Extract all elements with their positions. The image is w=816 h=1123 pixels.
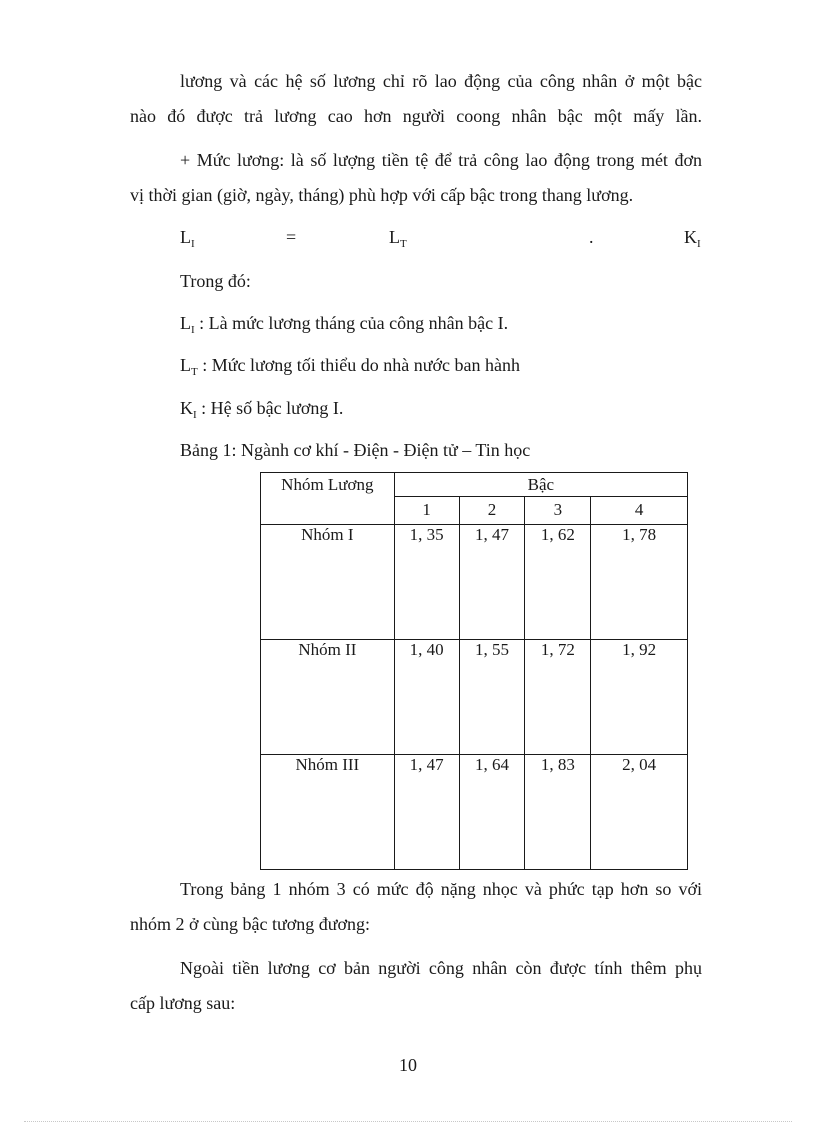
table-cell: 1, 72 xyxy=(525,640,591,755)
table-row xyxy=(261,525,688,640)
legend-intro: Trong đó: xyxy=(180,271,251,291)
table-cell: 1, 64 xyxy=(459,755,525,870)
level-column-header: Bậc xyxy=(394,473,687,497)
table-cell: 1, 62 xyxy=(525,525,591,640)
group-column-header: Nhóm Lương xyxy=(261,473,395,525)
formula-base: $L_T$ xyxy=(389,227,407,250)
table-row xyxy=(261,640,688,755)
table-cell: 1, 47 xyxy=(459,525,525,640)
table-cell: 2, 04 xyxy=(591,755,688,870)
formula-coef: $K_I$ xyxy=(684,227,701,250)
legend-item-lt: $L_T$ : Mức lương tối thiểu do nhà nước ban hành xyxy=(180,355,520,378)
table-cell: 1, 47 xyxy=(394,755,459,870)
level-header-3: 3 xyxy=(525,497,591,525)
table-cell: 1, 35 xyxy=(394,525,459,640)
paragraph-2-line-1: + Mức lương: là số lượng tiền tệ để trả công lao động trong mét đơn xyxy=(180,150,702,170)
paragraph-4-line-1: Ngoài tiền lương cơ bản người công nhân còn được tính thêm phụ xyxy=(180,958,702,978)
table-cell: 1, 83 xyxy=(525,755,591,870)
row-group-label: Nhóm III xyxy=(261,755,395,870)
page-number: 10 xyxy=(399,1055,417,1075)
formula-equals: = xyxy=(286,227,297,247)
paragraph-3-line-1: Trong bảng 1 nhóm 3 có mức độ nặng nhọc và phức tạp hơn so với xyxy=(180,879,702,899)
page-bottom-divider xyxy=(24,1121,792,1122)
table-caption: Bảng 1: Ngành cơ khí - Điện - Điện tử – Tin học xyxy=(180,440,531,460)
table-cell: 1, 40 xyxy=(394,640,459,755)
level-header-1: 1 xyxy=(394,497,459,525)
formula-lhs: $L_I$ xyxy=(180,227,195,250)
paragraph-1-line-1: lương và các hệ số lương chỉ rõ lao động của công nhân ở một bậc xyxy=(180,71,702,91)
table-header-row xyxy=(261,473,688,497)
paragraph-1-line-2: nào đó được trả lương cao hơn người coong nhân bậc một mấy lần. xyxy=(130,106,702,126)
formula-times: . xyxy=(589,227,594,247)
legend-item-ki: $K_I$ : Hệ số bậc lương I. xyxy=(180,398,344,421)
table-cell: 1, 78 xyxy=(591,525,688,640)
level-header-4: 4 xyxy=(591,497,688,525)
legend-item-li: $L_I$ : Là mức lương tháng của công nhân bậc I. xyxy=(180,313,509,336)
row-group-label: Nhóm I xyxy=(261,525,395,640)
paragraph-2-line-2: vị thời gian (giờ, ngày, tháng) phù hợp với cấp bậc trong thang lương. xyxy=(130,185,634,205)
wage-coefficient-table xyxy=(260,472,688,870)
table-cell: 1, 92 xyxy=(591,640,688,755)
row-group-label: Nhóm II xyxy=(261,640,395,755)
paragraph-3-line-2: nhóm 2 ở cùng bậc tương đương: xyxy=(130,914,371,934)
table-row xyxy=(261,755,688,870)
level-header-2: 2 xyxy=(459,497,525,525)
paragraph-4-line-2: cấp lương sau: xyxy=(130,993,236,1013)
table-cell: 1, 55 xyxy=(459,640,525,755)
